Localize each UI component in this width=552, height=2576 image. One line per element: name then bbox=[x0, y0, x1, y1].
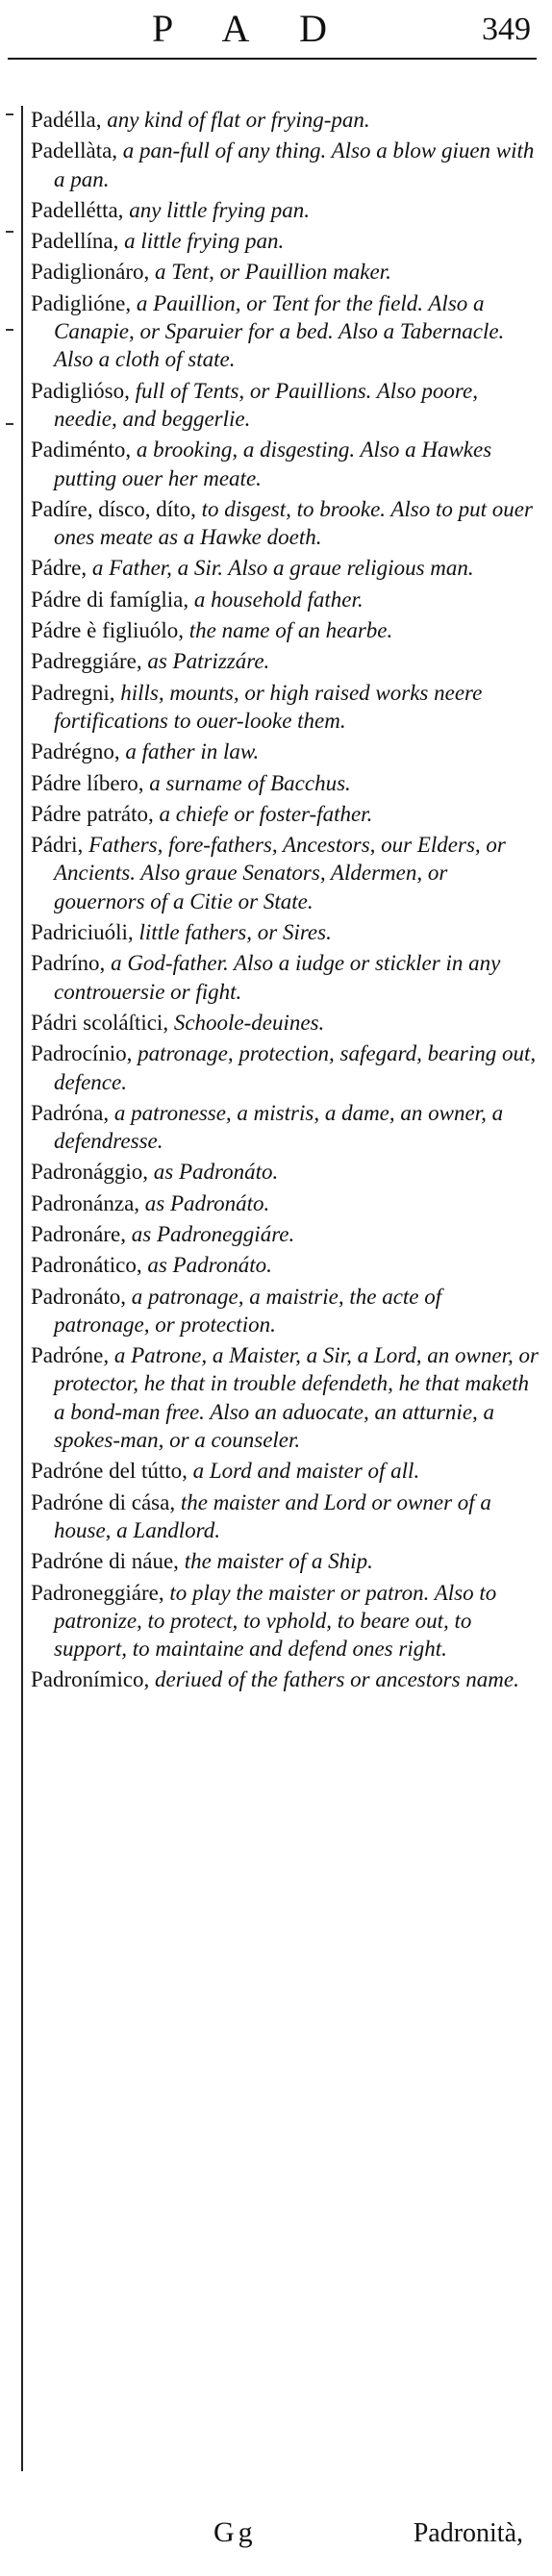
entry-definition: full of Tents, or Pauillions. Also poore, needie, and beggerlie. bbox=[54, 378, 478, 431]
entry-definition: the name of an hearbe. bbox=[184, 618, 393, 643]
entry-headword: Padíre, dísco, díto, bbox=[31, 496, 196, 521]
dictionary-entry bbox=[31, 196, 540, 224]
entry-headword: Padronáre, bbox=[31, 1221, 126, 1246]
page-footer bbox=[0, 2505, 552, 2563]
dictionary-entry bbox=[31, 949, 540, 1006]
entry-definition: a Pauillion, or Tent for the field. Also a Canapie, or Sparuier for a bed. Also a Tabernacle. Also a cloth of state. bbox=[54, 290, 505, 372]
entry-headword: Padróne di náue, bbox=[31, 1549, 179, 1574]
dictionary-entry bbox=[31, 289, 540, 374]
dictionary-entry bbox=[31, 495, 540, 552]
entry-headword: Padriciuóli, bbox=[31, 920, 134, 945]
dictionary-entry bbox=[31, 586, 540, 613]
entry-headword: Pádre patráto, bbox=[31, 801, 154, 826]
entry-definition: as Padronáto. bbox=[148, 1160, 279, 1185]
entry-headword: Padrocínio, bbox=[31, 1041, 133, 1066]
margin-mark bbox=[6, 423, 13, 425]
entry-headword: Padróna, bbox=[31, 1100, 110, 1125]
page-number: 349 bbox=[482, 12, 531, 47]
dictionary-entry bbox=[31, 1009, 540, 1037]
entry-headword: Padregni, bbox=[31, 680, 115, 705]
entry-headword: Padellétta, bbox=[31, 197, 124, 222]
entry-definition: a brooking, a disgesting. Also a Hawkes putting ouer her meate. bbox=[54, 438, 492, 490]
running-head: P A D bbox=[151, 7, 349, 50]
entry-definition: a patronage, a maistrie, the acte of patronage, or protection. bbox=[54, 1284, 442, 1337]
margin-mark bbox=[6, 113, 13, 115]
entry-headword: Padellàta, bbox=[31, 138, 118, 163]
entry-definition: little fathers, or Sires. bbox=[133, 920, 332, 945]
entry-headword: Pádre, bbox=[31, 556, 88, 581]
entry-definition: a God-father. Also a iudge or stickler in any controuersie or fight. bbox=[54, 951, 501, 1004]
dictionary-entry bbox=[31, 137, 540, 193]
entry-definition: deriued of the fathers or ancestors name. bbox=[149, 1667, 519, 1692]
entry-definition: Schoole-deuines. bbox=[168, 1010, 325, 1035]
entry-headword: Padronímico, bbox=[31, 1667, 150, 1692]
entry-definition: as Patrizzáre. bbox=[141, 649, 270, 674]
dictionary-entry bbox=[31, 1220, 540, 1248]
margin-mark bbox=[6, 231, 13, 233]
entry-definition: to play the maister or patron. Also to patronize, to protect, to vphold, to beare out, to support, to maintaine and defend ones right. bbox=[54, 1580, 497, 1662]
dictionary-entry bbox=[31, 227, 540, 255]
entry-headword: Padronático, bbox=[31, 1253, 142, 1278]
entry-headword: Padiglióne, bbox=[31, 290, 132, 315]
entry-definition: a surname of Bacchus. bbox=[143, 770, 351, 795]
entry-definition: patronage, protection, safegard, bearing out, defence. bbox=[54, 1041, 537, 1094]
dictionary-entry bbox=[31, 436, 540, 492]
dictionary-entries bbox=[31, 106, 540, 1697]
entry-definition: a household father. bbox=[188, 587, 364, 612]
page-header bbox=[0, 0, 552, 62]
entry-definition: a chiefe or foster-father. bbox=[153, 801, 373, 826]
dictionary-entry bbox=[31, 1189, 540, 1217]
dictionary-entry bbox=[31, 377, 540, 434]
entry-headword: Pádre líbero, bbox=[31, 770, 144, 795]
margin-mark bbox=[6, 329, 13, 331]
dictionary-entry bbox=[31, 106, 540, 134]
dictionary-entry bbox=[31, 831, 540, 915]
entry-headword: Padreggiáre, bbox=[31, 649, 142, 674]
entry-definition: any little frying pan. bbox=[123, 197, 310, 222]
entry-headword: Padiglióso, bbox=[31, 378, 130, 403]
entry-definition: a little frying pan. bbox=[118, 229, 285, 254]
entry-headword: Padronággio, bbox=[31, 1160, 149, 1185]
catchword: Padronità, bbox=[413, 2518, 523, 2548]
entry-definition: any kind of flat or frying-pan. bbox=[101, 108, 370, 132]
dictionary-entry bbox=[31, 1158, 540, 1186]
entry-headword: Pádri scoláſtici, bbox=[31, 1010, 169, 1035]
dictionary-entry bbox=[31, 258, 540, 286]
entry-headword: Padrégno, bbox=[31, 739, 120, 764]
dictionary-entry bbox=[31, 679, 540, 736]
entry-headword: Padríno, bbox=[31, 951, 106, 976]
entry-definition: a Lord and maister of all. bbox=[187, 1459, 420, 1484]
dictionary-entry bbox=[31, 1457, 540, 1485]
dictionary-entry bbox=[31, 1341, 540, 1454]
entry-definition: the maister and Lord or owner of a house, a Landlord. bbox=[54, 1489, 491, 1542]
header-rule bbox=[8, 58, 537, 60]
entry-definition: a patronesse, a mistris, a dame, an owner, a defendresse. bbox=[54, 1100, 504, 1154]
entry-headword: Padellína, bbox=[31, 229, 119, 254]
dictionary-entry bbox=[31, 554, 540, 582]
dictionary-entry bbox=[31, 769, 540, 797]
entry-definition: as Padronáto. bbox=[141, 1253, 272, 1278]
entry-headword: Padronáto, bbox=[31, 1284, 127, 1309]
entry-definition: as Padronáto. bbox=[139, 1190, 270, 1215]
entry-definition: to disgest, to brooke. Also to put ouer ones meate as a Hawke doeth. bbox=[54, 496, 533, 550]
dictionary-entry bbox=[31, 1251, 540, 1279]
dictionary-entry bbox=[31, 1099, 540, 1156]
entry-headword: Pádri, bbox=[31, 833, 84, 858]
dictionary-entry bbox=[31, 1547, 540, 1575]
dictionary-entry bbox=[31, 1283, 540, 1339]
entry-definition: Fathers, fore-fathers, Ancestors, our Elders, or Ancients. Also graue Senators, Aldermen, or gouernors of a Citie or State. bbox=[54, 833, 506, 913]
entry-definition: hills, mounts, or high raised works neere fortifications to ouer-looke them. bbox=[54, 680, 483, 733]
entry-definition: a Tent, or Pauillion maker. bbox=[149, 260, 391, 285]
dictionary-entry bbox=[31, 800, 540, 828]
dictionary-entry bbox=[31, 1579, 540, 1663]
dictionary-entry bbox=[31, 616, 540, 644]
entry-headword: Padélla, bbox=[31, 108, 102, 132]
entry-definition: a pan-full of any thing. Also a blow giuen with a pan. bbox=[54, 138, 535, 191]
entry-headword: Padróne, bbox=[31, 1343, 110, 1368]
signature-mark: Gg bbox=[213, 2516, 257, 2548]
entry-definition: a father in law. bbox=[119, 739, 260, 764]
dictionary-entry bbox=[31, 1665, 540, 1693]
entry-headword: Padroneggiáre, bbox=[31, 1580, 164, 1605]
dictionary-entry bbox=[31, 647, 540, 675]
dictionary-entry bbox=[31, 738, 540, 765]
entry-definition: a Patrone, a Maister, a Sir, a Lord, an owner, or protector, he that in trouble defendeth, he that maketh a bond-man free. Also an aduocate, an atturnie, a spokes-man, or a counseler. bbox=[54, 1343, 539, 1453]
entry-headword: Padronánza, bbox=[31, 1190, 140, 1215]
entry-headword: Padiménto, bbox=[31, 438, 132, 463]
dictionary-entry bbox=[31, 1488, 540, 1545]
entry-definition: the maister of a Ship. bbox=[178, 1549, 373, 1574]
entry-headword: Padróne di cása, bbox=[31, 1489, 176, 1514]
entry-headword: Pádre di famíglia, bbox=[31, 587, 189, 612]
dictionary-entry bbox=[31, 918, 540, 946]
entry-headword: Pádre è figliuólo, bbox=[31, 618, 185, 643]
dictionary-entry bbox=[31, 1039, 540, 1096]
entry-headword: Padróne del tútto, bbox=[31, 1459, 188, 1484]
entry-definition: as Padroneggiáre. bbox=[126, 1221, 295, 1246]
entry-definition: a Father, a Sir. Also a graue religious man. bbox=[87, 556, 474, 581]
column-rule bbox=[21, 106, 23, 2471]
entry-headword: Padiglionáro, bbox=[31, 260, 150, 285]
